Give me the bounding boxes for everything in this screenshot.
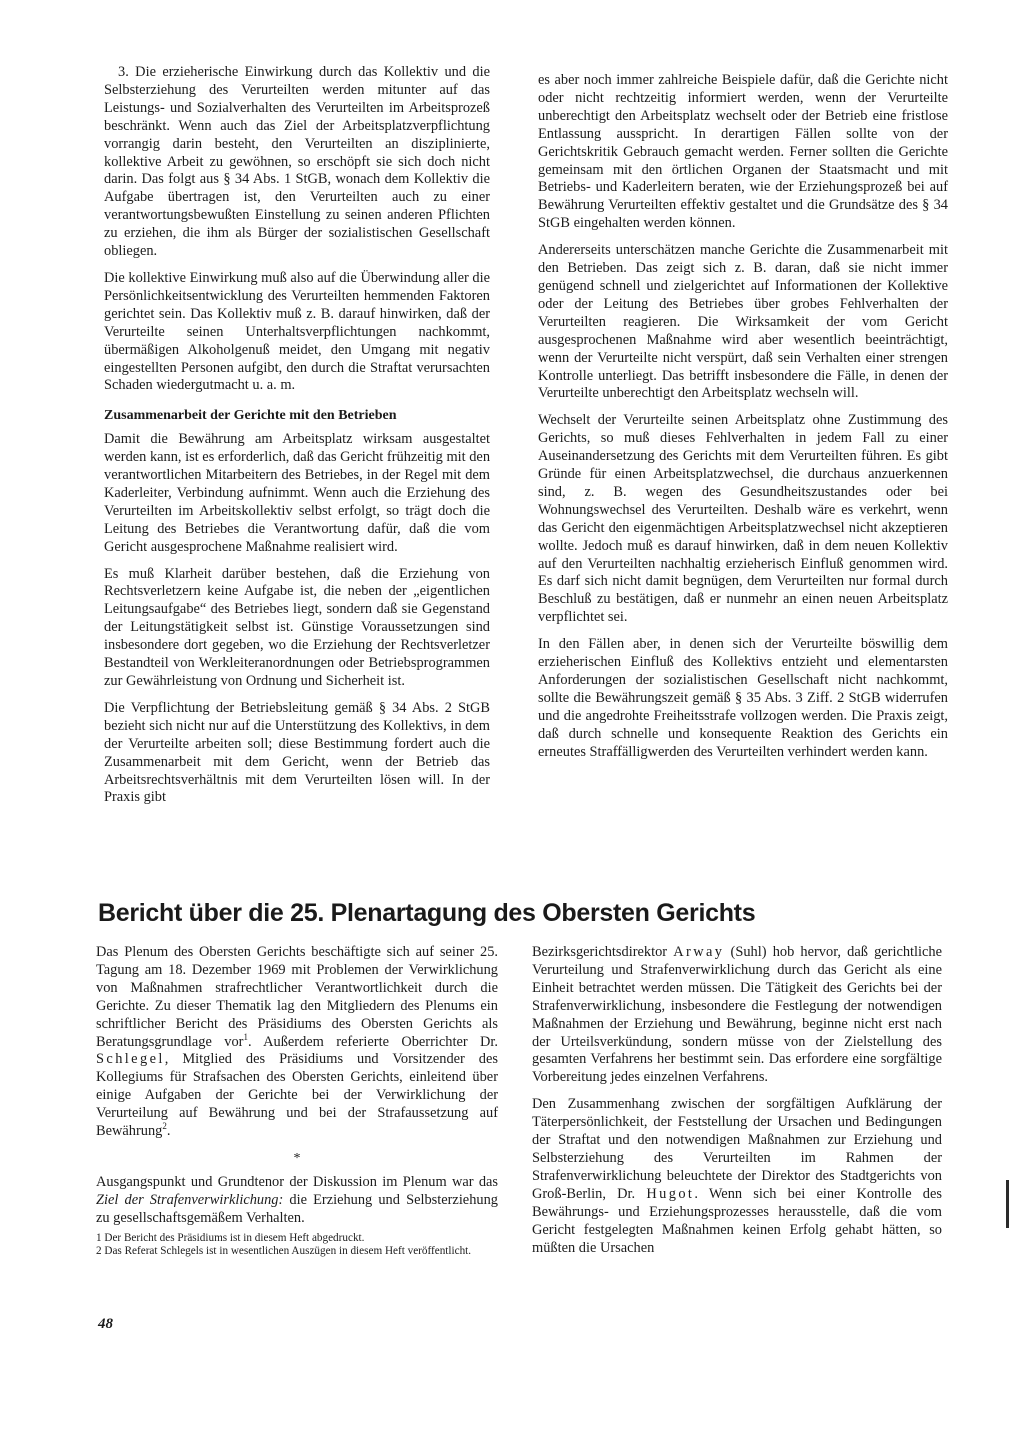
paragraph: Wechselt der Verurteilte seinen Arbeitsplatz ohne Zustimmung des Gerichts, so muß dieses Fehlverhalten in jedem Fall zu einer Auseinandersetzung des Gerichts mit dem Verurteilten führen. Es gibt Gründe für einen Arbeitsplatzwechsel, die durchaus anzuerkennen sind, z. B. wegen des Gesundheitszustandes oder bei Wohnungswechsel des Verurteilten. Deshalb wäre es verkehrt, wenn das Gericht den eigenmächtigen Arbeitsplatzwechsel nicht akzeptieren wollte. Jedoch muß es darauf hinwirken, daß in dem neuen Kollektiv auf den Verurteilten nachhaltig erzieherisch Einfluß genommen wird. Es darf sich nicht damit begnügen, dem Verurteilten nur formal durch Beschluß zu bestätigen, daß er nunmehr an einen neuen Arbeitsplatz verpflichtet sei. <box>538 412 948 626</box>
paragraph: In den Fällen aber, in denen sich der Verurteilte böswillig dem erzieherischen Einfluß des Kollektivs entzieht und elementarsten Anforderungen der sozialistischen Gesellschaft nicht nachkommt, sollte die Bewährungszeit gemäß § 35 Abs. 3 Ziff. 2 StGB widerrufen und die angedrohte Freiheitsstrafe vollzogen werden. Die Praxis zeigt, daß durch schnelle und konsequente Reaktion des Gerichts ein erneutes Straffälligwerden des Verurteilten verhindert werden kann. <box>538 636 948 760</box>
person-name: Schlegel <box>96 1051 165 1068</box>
person-name: Arway <box>673 944 725 960</box>
paragraph: Die kollektive Einwirkung muß also auf die Überwindung aller die Persönlichkeitsentwicklung des Verurteilten hemmenden Faktoren gerichtet sein. Das Kollektiv muß z. B. darauf hinwirken, daß der Verurteilte seinen Unterhaltsverpflichtungen nachkommt, übermäßigen Alkoholgenuß meidet, den Umgang mit negativ eingestellten Personen aufgibt, den durch die Straftat verursachten Schaden wiedergutmacht u. a. m. <box>104 269 490 394</box>
emphasis: Ziel der Strafenverwirklichung: <box>96 1191 284 1208</box>
paragraph: Bezirksgerichtsdirektor Arway (Suhl) hob hervor, daß gerichtliche Verurteilung und Strafenverwirklichung durch das Gericht als eine Einheit betrachtet werden müssen. Die Tätigkeit des Gerichts bei der Strafenverwirklichung, insbesondere die Festlegung der notwendigen Maßnahmen der Erziehung und Bewährung, beginne nicht erst nach der Urteilsverkündung, sondern müsse von der Zielstellung des gesamten Verfahrens her bestimmt sein. Das erfordere eine sorgfältige Vorbereitung jedes einzelnen Verfahrens. <box>532 944 943 1086</box>
paragraph: 3. Die erzieherische Einwirkung durch das Kollektiv und die Selbsterziehung des Verurteilten werden mitunter auf das Leistungs- und Sozialverhalten des Verurteilten im Arbeitsprozeß beschränkt. Wenn auch das Ziel der Arbeitsplatzverpflichtung vorrangig darin besteht, den Verurteilten an disziplinierte, kollektive Arbeit zu gewöhnen, so erschöpft sie sich doch nicht darin. Das folgt aus § 34 Abs. 1 StGB, wonach dem Kollektiv die Aufgabe übertragen ist, den Verurteilten auch zu einer verantwortungsbewußten Einstellung zu seinen anderen Pflichten zu erziehen, die ihm als Bürger der sozialistischen Gesellschaft obliegen. <box>104 64 490 260</box>
top-left-column <box>104 64 490 807</box>
paragraph: Andererseits unterschätzen manche Gerichte die Zusammenarbeit mit den Betrieben. Das zeigt sich z. B. daran, daß sie nicht immer genügend schnell und zielgerichtet auf Informationen der Kollektive oder der Leitung des Betriebes über grobes Fehlverhalten der Verurteilten reagieren. Die Wirksamkeit der vom Gericht ausgesprochenen Maßnahme wird aber wesentlich beeinträchtigt, wenn der Verurteilte nicht verspürt, daß sein Verhalten einer strengen Kontrolle unterliegt. Das betrifft insbesondere die Fälle, in denen der Verurteilte unberechtigt den Arbeitsplatz wechseln will. <box>538 242 948 402</box>
paragraph: Den Zusammenhang zwischen der sorgfältigen Aufklärung der Täterpersönlichkeit, der Feststellung der Ursachen und Bedingungen der Straftat und den notwendigen Maßnahmen zur Erziehung und Selbsterziehung des Verurteilten im Rahmen der Strafenverwirklichung beleuchtete der Direktor des Stadtgerichts von Groß-Berlin, Dr. Hugot. Wenn sich bei einer Kontrolle des Bewährungs- und Erziehungsprozesses herausstelle, daß die vom Gericht festgelegten Maßnahmen keinen Erfolg gehabt hätten, so müßten die Ursachen <box>532 1096 942 1256</box>
footnote-ref: 1 <box>243 1031 248 1042</box>
footnotes <box>96 1232 498 1258</box>
footnote: 2 Das Referat Schlegels ist in wesentlichen Auszügen in diesem Heft veröffentlicht. <box>96 1244 472 1257</box>
separator-asterisk: * <box>293 1150 301 1166</box>
person-name: Hugot <box>646 1185 695 1202</box>
paragraph: Die Verpflichtung der Betriebsleitung gemäß § 34 Abs. 2 StGB bezieht sich nicht nur auf die Unterstützung des Kollektivs, in dem der Verurteilte arbeiten soll; diese Bestimmung fordert auch die Zusammenarbeit mit dem Gericht, wenn der Betrieb das Arbeitsrechtsverhältnis mit dem Verurteilten lösen will. In der Praxis gibt <box>104 699 490 806</box>
paragraph: Das Plenum des Obersten Gerichts beschäftigte sich auf seiner 25. Tagung am 18. Dezember 1969 mit Problemen der Verwirklichung von Maßnahmen strafrechtlicher Verantwortlichkeit durch die Gerichte. Zu dieser Thematik lag den Mitgliedern des Plenums ein schriftlicher Bericht des Präsidiums des Obersten Gerichts als Beratungsgrundlage vor$^1$. Außerdem referierte Oberrichter Dr. Schlegel, Mitglied des Präsidiums und Vorsitzender des Kollegiums für Strafsachen des Obersten Gerichts, einleitend über einige Aufgaben der Gerichte bei der Verwirklichung der Verurteilung auf Bewährung und bei der Strafaussetzung auf Bewährung$^2$. <box>96 944 499 1140</box>
bottom-left-column <box>96 944 498 1258</box>
paragraph: Es muß Klarheit darüber bestehen, daß die Erziehung von Rechtsverletzern keine Aufgabe ist, die neben der „eigentlichen Leitungsaufgabe“ des Betriebes liegt, sondern daß sie Gegenstand der Leitungstätigkeit selbst ist. Günstige Voraussetzungen sind insbesondere dort gegeben, wo die Erziehung der Rechtsverletzer Bestandteil von Werkleiteranordnungen oder Betriebsprogrammen zur Gewährleistung von Ordnung und Sicherheit ist. <box>104 565 490 689</box>
subheading: Zusammenarbeit der Gerichte mit den Betrieben <box>104 408 397 424</box>
paragraph: Damit die Bewährung am Arbeitsplatz wirksam ausgestaltet werden kann, ist es erforderlich, daß das Gericht frühzeitig mit den verantwortlichen Mitarbeitern des Betriebes, in der Regel mit dem Kaderleiter, Verbindung aufnimmt. Wenn auch die Erziehung des Verurteilten im Arbeitskollektiv selbst erfolgt, so trägt doch die Leitung des Betriebes die Verantwortung dafür, daß die vom Gericht ausgesprochene Maßnahme realisiert wird. <box>104 431 491 555</box>
paragraph: es aber noch immer zahlreiche Beispiele dafür, daß die Gerichte nicht oder nicht rechtzeitig informiert werden, wenn der Verurteilte unberechtigt den Arbeitsplatz wechselt oder der Betrieb eine fristlose Entlassung ausspricht. In derartigen Fällen sollte von der Gerichtskritik Gebrauch gemacht werden. Ferner sollten die Gerichte gemeinsam mit den örtlichen Organen der Staatsmacht und mit Betriebs- und Kaderleitern beraten, wie der Erziehungsprozeß bei auf Bewährung Verurteilten effektiv gestaltet und die Grundsätze des § 34 StGB eingehalten werden können. <box>538 72 948 232</box>
footnote: 1 Der Bericht des Präsidiums ist in diesem Heft abgedruckt. <box>96 1231 365 1244</box>
footnote-ref: 2 <box>162 1121 167 1132</box>
bottom-right-column <box>532 944 942 1257</box>
page-number: 48 <box>98 1316 113 1332</box>
margin-mark <box>1006 1180 1009 1228</box>
paragraph: Ausgangspunkt und Grundtenor der Diskussion im Plenum war das Ziel der Strafenverwirklichung: die Erziehung und Selbsterziehung zu gesellschaftsgemäßem Verhalten. <box>96 1173 498 1226</box>
top-right-column <box>538 72 948 762</box>
section-heading: Bericht über die 25. Plenartagung des Obersten Gerichts <box>98 899 756 927</box>
